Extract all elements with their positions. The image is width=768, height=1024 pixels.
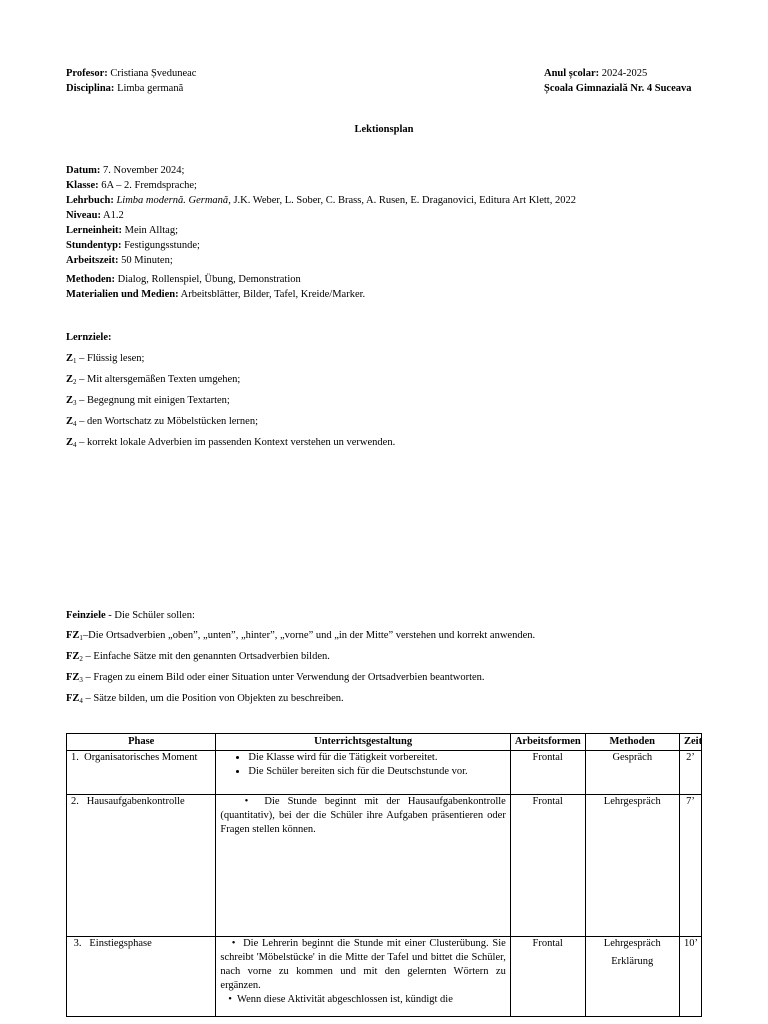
time-cell: 2’: [680, 751, 702, 795]
column-header: Arbeitsformen: [510, 734, 585, 751]
stundentyp-line: Stundentyp: Festigungsstunde;: [66, 240, 200, 251]
lernziel-item: $Z_1$ – Flüssig lesen;: [66, 353, 145, 365]
page-title: Lektionsplan: [354, 124, 414, 135]
lehrbuch-line: Lehrbuch: Limba modernă. Germană, J.K. Weber, L. Sober, C. Brass, A. Rusen, E. Draganovici, Editura Art Klett, 2022: [66, 195, 576, 206]
lerneinheit-line: Lerneinheit: Mein Alltag;: [66, 225, 178, 236]
phase-cell: 2. Hausaufgabenkontrolle: [67, 795, 216, 937]
table-row: [67, 795, 702, 937]
klasse-line: Klasse: 6A – 2. Fremdsprache;: [66, 180, 197, 191]
column-header: Unterrichtsgestaltung: [216, 734, 510, 751]
discipline-line: Disciplina: Limba germană: [66, 83, 184, 94]
header-right: [544, 66, 692, 96]
table-row: [67, 937, 702, 1017]
lesson-plan-table: [66, 733, 702, 1017]
column-header: Zeit: [680, 734, 702, 751]
feinziel-item: $FZ_4$ – Sätze bilden, um die Position von Objekten zu beschreiben.: [66, 693, 344, 705]
lernziel-item: $Z_2$ – Mit altersgemäßen Texten umgehen;: [66, 374, 241, 386]
header-left: [66, 66, 196, 96]
feinziel-item: $FZ_1$–Die Ortsadverbien „oben”, „unten”, „hinter”, „vorne” und „in der Mitte” verstehen und korrekt anwenden.: [66, 630, 536, 642]
materialien-line: Materialien und Medien: Arbeitsblätter, Bilder, Tafel, Kreide/Marker.: [66, 289, 366, 300]
school-name: Școala Gimnazială Nr. 4 Suceava: [544, 83, 692, 94]
professor-line: Profesor: Cristiana Șveduneac: [66, 68, 197, 79]
activity-cell: [216, 795, 510, 937]
activity-cell: [216, 937, 510, 1017]
lesson-meta: [66, 163, 576, 268]
feinziel-item: $FZ_2$ – Einfache Sätze mit den genannten Ortsadverbien bilden.: [66, 651, 330, 663]
lernziel-item: $Z_4$ – den Wortschatz zu Möbelstücken lernen;: [66, 416, 259, 428]
column-header: Methoden: [585, 734, 679, 751]
feinziel-item: $FZ_3$ – Fragen zu einem Bild oder einer Situation unter Verwendung der Ortsadverbien beantworten.: [66, 672, 485, 684]
niveau-line: Niveau: A1.2: [66, 210, 124, 221]
lernziel-item: $Z_3$ – Begegnung mit einigen Textarten;: [66, 395, 230, 407]
time-cell: 7’: [680, 795, 702, 937]
time-cell: 10’: [680, 937, 702, 1017]
method-cell: Gespräch: [585, 751, 679, 795]
activity-cell: [216, 751, 510, 795]
form-cell: Frontal: [510, 937, 585, 1017]
activity-bullet: • Die Stunde beginnt mit der Hausaufgabenkontrolle (quantitativ), bei der die Schüler ihre Aufgaben präsentieren oder Fragen stellen können.: [220, 796, 506, 835]
lernziele-title: Lernziele:: [66, 332, 112, 343]
lernziel-item: $Z_4$ – korrekt lokale Adverbien im passenden Kontext verstehen un verwenden.: [66, 437, 396, 449]
methoden-line: Methoden: Dialog, Rollenspiel, Übung, Demonstration: [66, 274, 301, 285]
activity-bullet: • Die Klasse wird für die Tätigkeit vorbereitet.: [248, 751, 505, 765]
school-year-line: Anul școlar: 2024-2025: [544, 68, 648, 79]
phase-cell: 3. Einstiegsphase: [67, 937, 216, 1017]
activity-bullet: • Wenn diese Aktivität abgeschlossen ist, kündigt die: [220, 994, 453, 1005]
column-header: Phase: [67, 734, 216, 751]
form-cell: Frontal: [510, 795, 585, 937]
phase-cell: 1. Organisatorisches Moment: [67, 751, 216, 795]
lesson-meta-methods: [66, 272, 365, 302]
activity-bullet: • Die Schüler bereiten sich für die Deutschstunde vor.: [248, 765, 505, 779]
feinziele-title: Feinziele - Die Schüler sollen:: [66, 610, 195, 621]
method-cell: Lehrgespräch Erklärung: [585, 937, 679, 1017]
form-cell: Frontal: [510, 751, 585, 795]
method-cell: Lehrgespräch: [585, 795, 679, 937]
arbeitszeit-line: Arbeitszeit: 50 Minuten;: [66, 255, 173, 266]
datum-line: Datum: 7. November 2024;: [66, 165, 185, 176]
table-header-row: [67, 734, 702, 751]
table-row: [67, 751, 702, 795]
activity-bullet: • Die Lehrerin beginnt die Stunde mit einer Clusterübung. Sie schreibt 'Möbelstücke' in die Mitte der Tafel und bittet die Schüler, nach vorne zu kommen und mit den gelernten Wörtern zu ergänzen.: [220, 938, 506, 991]
